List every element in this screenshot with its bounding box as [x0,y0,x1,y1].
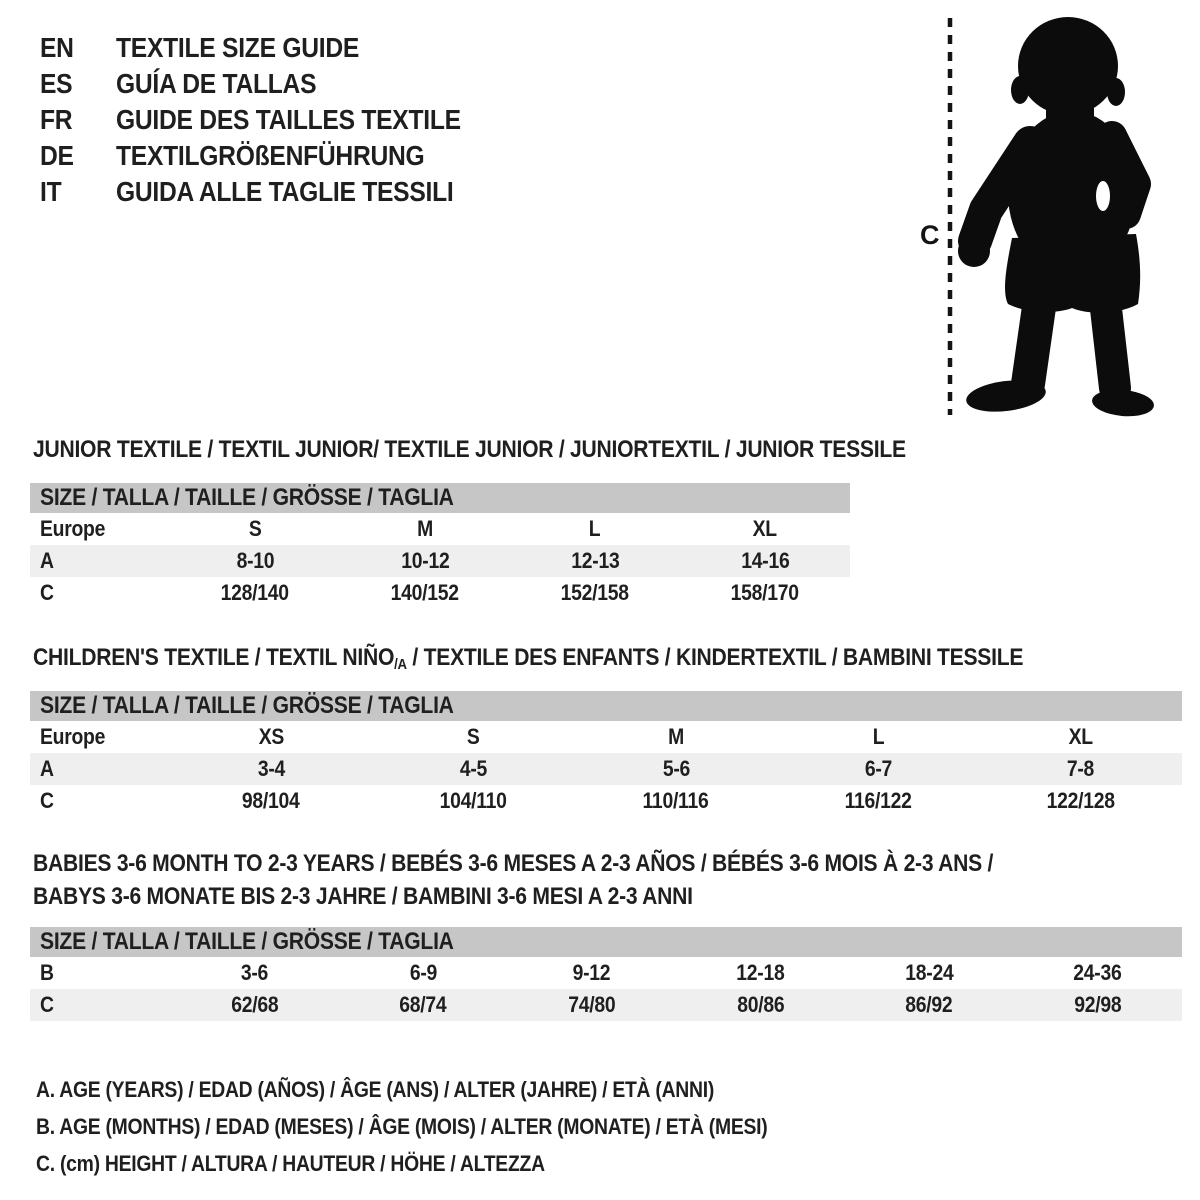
size-header-bar: SIZE / TALLA / TAILLE / GRÖSSE / TAGLIA [30,483,850,513]
size-cell: S [248,516,262,541]
language-row [40,66,508,102]
age-cell: 10-12 [400,548,450,573]
section-title-children: CHILDREN'S TEXTILE / TEXTIL NIÑO/A / TEXTILE DES ENFANTS / KINDERTEXTIL / BAMBINI TESSILE [33,644,1024,673]
row-label: Europe [40,724,106,749]
age-cell: 3-6 [240,960,268,985]
language-row [40,138,508,174]
height-cell: 116/122 [844,788,912,813]
age-cell: 8-10 [236,548,274,573]
height-cell: 62/68 [230,992,278,1017]
language-code: EN [40,32,74,63]
language-title: TEXTILE SIZE GUIDE [116,32,360,63]
language-title: GUÍA DE TALLAS [116,68,317,99]
language-title: GUIDE DES TAILLES TEXTILE [116,104,461,135]
height-cell: 74/80 [568,992,616,1017]
nino-a-subscript: /A [394,656,407,673]
height-cell: 140/152 [390,580,460,605]
height-row [30,577,850,609]
language-row [40,102,508,138]
row-label: C [40,580,54,605]
row-label: B [40,960,54,985]
size-cell: M [417,516,433,541]
babies-size-table [30,927,1182,1021]
language-row [40,174,508,210]
children-size-table [30,691,1182,817]
region-row [30,513,850,545]
age-cell: 6-7 [864,756,892,781]
language-code: IT [40,176,62,207]
age-cell: 3-4 [257,756,285,781]
height-cell: 68/74 [399,992,447,1017]
age-cell: 12-13 [570,548,620,573]
height-cell: 92/98 [1074,992,1122,1017]
language-row [40,30,508,66]
section-title-babies-line2: BABYS 3-6 MONATE BIS 2-3 JAHRE / BAMBINI 3-6 MESI A 2-3 ANNI [33,883,693,910]
age-cell: 9-12 [572,960,611,985]
section-title-junior: JUNIOR TEXTILE / TEXTIL JUNIOR/ TEXTILE JUNIOR / JUNIORTEXTIL / JUNIOR TESSILE [33,436,906,463]
language-code: DE [40,140,74,171]
junior-size-table [30,483,850,609]
row-label: Europe [40,516,106,541]
size-guide-figure [900,8,1170,420]
height-row [30,785,1182,817]
age-cell: 4-5 [459,756,488,781]
age-cell: 24-36 [1073,960,1122,985]
age-cell: 18-24 [904,960,954,985]
size-cell: L [589,516,601,541]
size-header-bar: SIZE / TALLA / TAILLE / GRÖSSE / TAGLIA [30,691,1182,721]
age-cell: 14-16 [740,548,790,573]
height-row [30,989,1182,1021]
language-title-block [40,30,508,210]
height-cell: 158/170 [730,580,800,605]
height-cell: 122/128 [1046,788,1115,813]
age-cell: 12-18 [736,960,785,985]
height-cell: 104/110 [440,788,508,813]
height-cell: 128/140 [220,580,290,605]
region-row [30,721,1182,753]
toddler-silhouette-icon [958,17,1155,419]
height-cell: 152/158 [560,580,630,605]
age-cell: 5-6 [662,756,690,781]
language-code: FR [40,104,73,135]
language-code: ES [40,68,73,99]
height-cell: 110/116 [642,788,709,813]
legend-line-height-cm: C. (cm) HEIGHT / ALTURA / HAUTEUR / HÖHE / ALTEZZA [36,1151,545,1176]
age-cell: 7-8 [1067,756,1095,781]
section-title-babies-line1: BABIES 3-6 MONTH TO 2-3 YEARS / BEBÉS 3-6 MESES A 2-3 AÑOS / BÉBÉS 3-6 MOIS À 2-3 ANS / [33,850,994,877]
age-months-row [30,957,1182,989]
size-cell: XL [752,516,778,541]
language-title: GUIDA ALLE TAGLIE TESSILI [116,176,454,207]
age-row [30,753,1182,785]
size-cell: S [467,724,480,749]
height-cell: 98/104 [242,788,301,813]
height-cell: 80/86 [736,992,784,1017]
legend-line-age-years: A. AGE (YEARS) / EDAD (AÑOS) / ÂGE (ANS) / ALTER (JAHRE) / ETÀ (ANNI) [36,1077,715,1102]
size-cell: XS [258,724,284,749]
language-title: TEXTILGRÖßENFÜHRUNG [116,140,425,171]
height-cell: 86/92 [905,992,953,1017]
row-label: C [40,788,54,813]
size-cell: L [872,724,885,749]
age-row [30,545,850,577]
size-cell: XL [1068,724,1093,749]
size-header-bar: SIZE / TALLA / TAILLE / GRÖSSE / TAGLIA [30,927,1182,957]
row-label: A [40,548,54,573]
row-label: A [40,756,54,781]
row-label: C [40,992,54,1017]
legend-line-age-months: B. AGE (MONTHS) / EDAD (MESES) / ÂGE (MOIS) / ALTER (MONATE) / ETÀ (MESI) [36,1114,768,1139]
size-cell: M [668,724,684,749]
age-cell: 6-9 [409,960,437,985]
height-label-c: C [920,220,940,250]
